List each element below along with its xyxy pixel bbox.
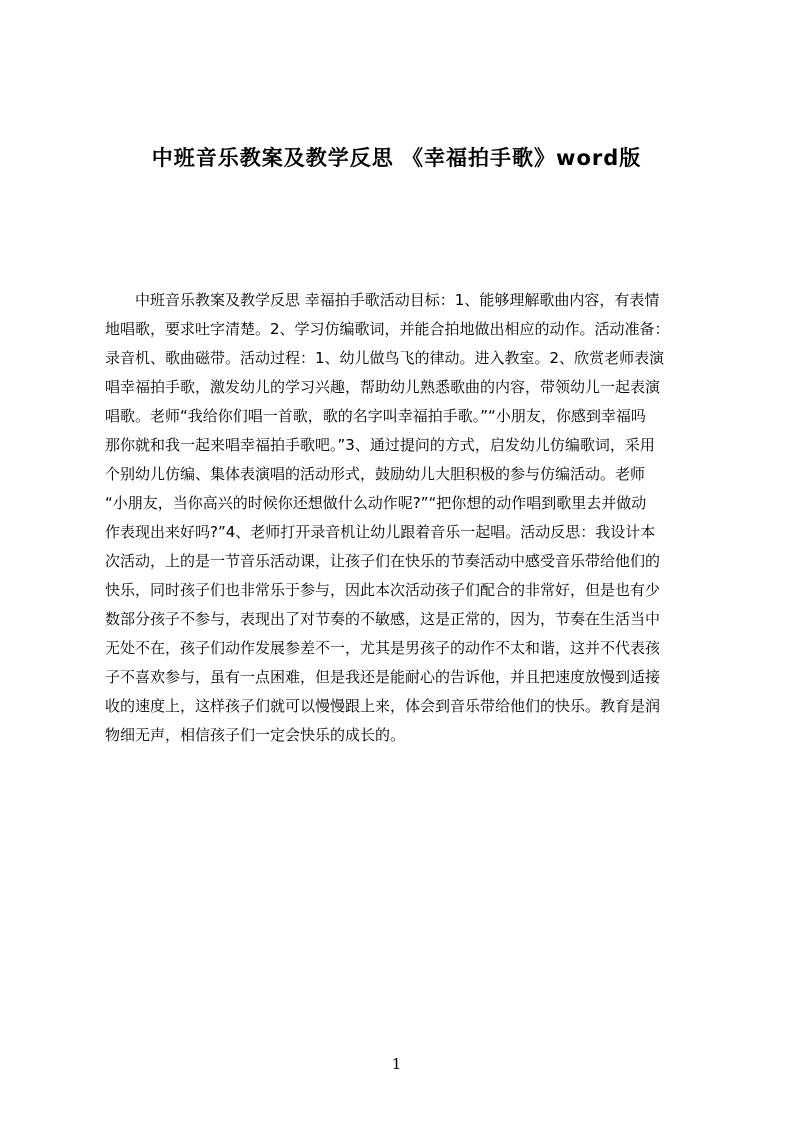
body-line: 个别幼儿仿编、集体表演唱的活动形式，鼓励幼儿大胆积极的参与仿编活动。老师 xyxy=(105,465,646,483)
body-line: 录音机、歌曲磁带。活动过程：1、幼儿做鸟飞的律动。进入教室。2、欣赏老师表演 xyxy=(105,349,665,367)
body-line: 唱歌。老师“我给你们唱一首歌，歌的名字叫幸福拍手歌。”“小朋友，你感到幸福吗 xyxy=(105,407,646,425)
body-line: 那你就和我一起来唱幸福拍手歌吧。”3、通过提问的方式，启发幼儿仿编歌词，采用 xyxy=(105,436,655,454)
body-line: 物细无声，相信孩子们一定会快乐的成长的。 xyxy=(105,726,406,744)
body-line: 中班音乐教案及教学反思 幸福拍手歌活动目标：1、能够理解歌曲内容，有表情 xyxy=(105,291,660,309)
body-line: 快乐，同时孩子们也非常乐于参与，因此本次活动孩子们配合的非常好，但是也有少 xyxy=(105,581,661,599)
body-line: “小朋友，当你高兴的时候你还想做什么动作呢?”“把你想的动作唱到歌里去并做动 xyxy=(105,494,647,512)
body-line: 地唱歌，要求吐字清楚。2、学习仿编歌词，并能合拍地做出相应的动作。活动准备： xyxy=(105,320,670,338)
body-line: 次活动，上的是一节音乐活动课，让孩子们在快乐的节奏活动中感受音乐带给他们的 xyxy=(105,552,661,570)
body-line: 子不喜欢参与，虽有一点困难，但是我还是能耐心的告诉他，并且把速度放慢到适接 xyxy=(105,668,661,686)
body-line: 作表现出来好吗?”4、老师打开录音机让幼儿跟着音乐一起唱。活动反思：我设计本 xyxy=(105,523,656,541)
page-title: 中班音乐教案及教学反思 《幸福拍手歌》word版 xyxy=(151,146,642,170)
body-line: 无处不在，孩子们动作发展参差不一，尤其是男孩子的动作不太和谐，这并不代表孩 xyxy=(105,639,661,657)
body-line: 收的速度上，这样孩子们就可以慢慢跟上来，体会到音乐带给他们的快乐。教育是润 xyxy=(105,697,661,715)
body-line: 数部分孩子不参与，表现出了对节奏的不敏感，这是正常的，因为，节奏在生活当中 xyxy=(105,610,661,628)
body-text xyxy=(105,286,699,744)
page-number: 1 xyxy=(391,1055,402,1073)
body-line: 唱幸福拍手歌，激发幼儿的学习兴趣，帮助幼儿熟悉歌曲的内容，带领幼儿一起表演 xyxy=(105,378,661,396)
